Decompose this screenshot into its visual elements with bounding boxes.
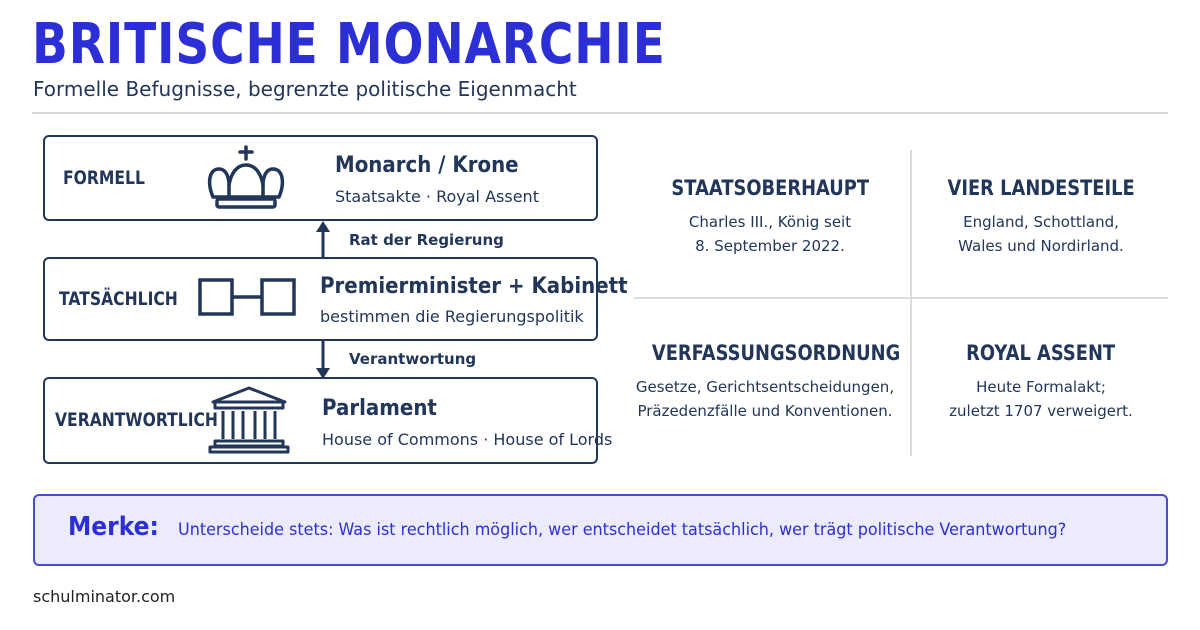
- merke-text: Unterscheide stets: Was ist rechtlich möglich, wer entscheidet tatsächlich, wer trägt politische Verantwortung?: [178, 520, 1067, 540]
- fact-heading: VIER LANDESTEILE: [947, 176, 1135, 200]
- fact-text-line: Heute Formalakt;: [976, 378, 1106, 396]
- fact-staatsoberhaupt: [635, 176, 905, 258]
- arrow-label-verantwortung: Verantwortung: [349, 350, 477, 368]
- box-subtitle-cabinet: bestimmen die Regierungspolitik: [320, 307, 584, 326]
- box-title-cabinet: Premierminister + Kabinett: [320, 274, 628, 299]
- box-tag-tatsaechlich: TATSÄCHLICH: [59, 288, 178, 310]
- parliament-box: [43, 377, 613, 464]
- header-divider: [32, 112, 1168, 114]
- fact-text-line: zuletzt 1707 verweigert.: [949, 402, 1133, 420]
- fact-text-line: 8. September 2022.: [695, 237, 845, 255]
- fact-text: [906, 210, 1176, 258]
- arrow-up-icon: [313, 221, 333, 259]
- box-subtitle-parliament: House of Commons · House of Lords: [322, 430, 613, 449]
- crown-icon: [205, 145, 287, 211]
- fact-verfassungsordnung: [630, 341, 900, 423]
- parliament-building-icon: [207, 385, 291, 455]
- monarch-box: [43, 135, 598, 221]
- page-title: BRITISCHE MONARCHIE: [32, 12, 666, 77]
- facts-divider-horizontal: [634, 297, 1168, 299]
- box-tag-formell: FORMELL: [63, 167, 145, 189]
- fact-heading: STAATSOBERHAUPT: [671, 176, 869, 200]
- fact-text: [630, 375, 900, 423]
- fact-heading: ROYAL ASSENT: [966, 341, 1116, 365]
- fact-royal-assent: [906, 341, 1176, 423]
- box-tag-verantwortlich: VERANTWORTLICH: [55, 409, 218, 431]
- merke-label: Merke:: [68, 512, 159, 542]
- fact-text-line: Gesetze, Gerichtsentscheidungen,: [635, 378, 895, 396]
- fact-text: [906, 375, 1176, 423]
- fact-vier-landesteile: [906, 176, 1176, 258]
- box-title-parliament: Parlament: [322, 396, 437, 421]
- box-subtitle-monarch: Staatsakte · Royal Assent: [335, 187, 539, 206]
- fact-text-line: Charles III., König seit: [688, 213, 852, 231]
- arrow-down-icon: [313, 341, 333, 379]
- box-title-monarch: Monarch / Krone: [335, 153, 519, 178]
- merke-note: [33, 494, 1168, 566]
- fact-text-line: England, Schottland,: [963, 213, 1119, 231]
- footer-source: schulminator.com: [33, 587, 176, 606]
- arrow-label-rat: Rat der Regierung: [349, 231, 504, 249]
- fact-text-line: Wales und Nordirland.: [958, 237, 1124, 255]
- fact-heading: VERFASSUNGSORDNUNG: [651, 341, 901, 365]
- cabinet-icon: [197, 277, 297, 317]
- fact-text-line: Präzedenzfälle und Konventionen.: [637, 402, 893, 420]
- cabinet-box: [43, 257, 628, 341]
- page-subtitle: Formelle Befugnisse, begrenzte politische Eigenmacht: [33, 77, 577, 101]
- fact-text: [635, 210, 905, 258]
